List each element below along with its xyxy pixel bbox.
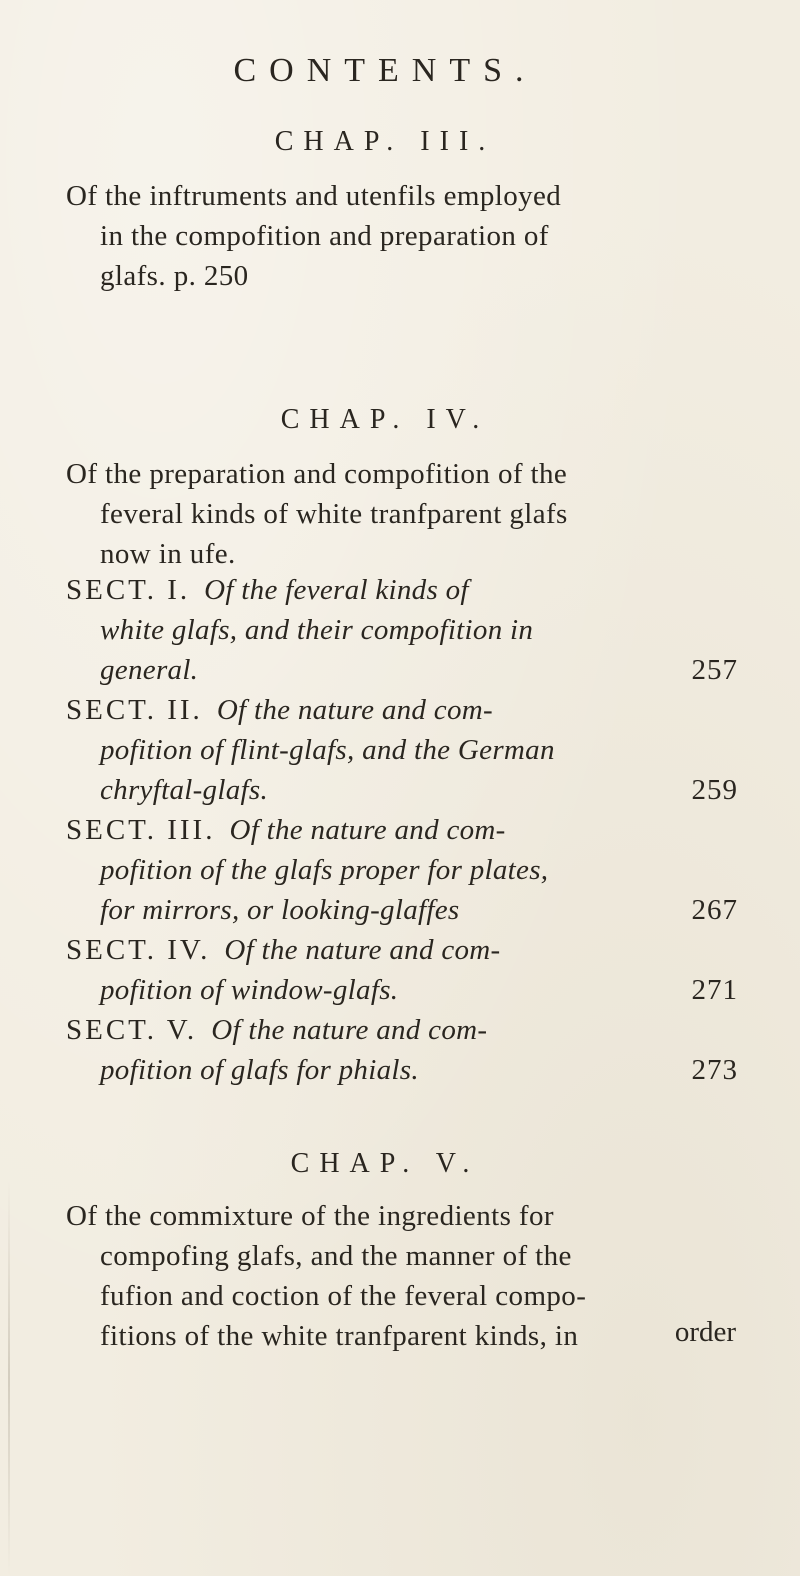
section-3-page: 267 [691, 894, 738, 926]
section-2-label: SECT. II. [66, 694, 203, 726]
section-3-title-line-3: for mirrors, or looking-glaffes [100, 894, 460, 926]
chapter-3-page: p. 250 [173, 260, 249, 292]
chapter-4-heading: CHAP. IV. [280, 404, 490, 435]
section-2-page: 259 [691, 774, 738, 806]
section-1-page: 257 [691, 654, 738, 686]
chapter-3-line-2: in the compofition and preparation of [100, 220, 549, 252]
chapter-4-description [66, 454, 736, 574]
chapter-3-heading: CHAP. III. [274, 126, 496, 157]
section-1-label: SECT. I. [66, 574, 191, 606]
running-head: CONTENTS. [233, 52, 537, 89]
section-5-label: SECT. V. [66, 1014, 198, 1046]
section-3-entry [66, 810, 738, 930]
section-5-page: 273 [691, 1054, 738, 1086]
chapter-4-line-1: Of the preparation and compofition of the [66, 458, 568, 490]
chapter-4-sections [66, 570, 738, 1090]
section-1-title-line-1: Of the feveral kinds of [204, 574, 469, 606]
section-3-label: SECT. III. [66, 814, 216, 846]
section-4-title-line-1: Of the nature and com- [224, 934, 501, 966]
chapter-3-line-3-text: glafs. [100, 260, 167, 292]
section-1-entry [66, 570, 738, 690]
section-5-title-line-1: Of the nature and com- [211, 1014, 488, 1046]
chapter-4-line-3: now in ufe. [100, 538, 236, 570]
chapter-5-line-4: fitions of the white tranfparent kinds, in [100, 1320, 579, 1352]
section-2-entry [66, 690, 738, 810]
section-3-title-line-2: pofition of the glafs proper for plates, [100, 854, 549, 886]
section-4-title-line-2: pofition of window-glafs. [100, 974, 399, 1006]
chapter-5-line-2: compofing glafs, and the manner of the [100, 1240, 572, 1272]
section-2-title-line-1: Of the nature and com- [216, 694, 493, 726]
chapter-3-line-3 [66, 256, 736, 296]
section-2-title-line-3: chryftal-glafs. [100, 774, 269, 806]
section-3-title-line-1: Of the nature and com- [229, 814, 506, 846]
catchword: order [674, 1316, 736, 1348]
chapter-3-line-1: Of the inftruments and utenfils employed [66, 180, 562, 212]
chapter-5-heading: CHAP. V. [290, 1148, 480, 1179]
chapter-5-line-3: fufion and coction of the feveral compo- [100, 1280, 587, 1312]
section-4-label: SECT. IV. [66, 934, 211, 966]
section-1-title-line-3: general. [100, 654, 199, 686]
section-2-title-line-2: pofition of flint-glafs, and the German [100, 734, 555, 766]
chapter-5-description [66, 1196, 736, 1356]
section-5-title-line-2: pofition of glafs for phials. [100, 1054, 419, 1086]
section-5-entry [66, 1010, 738, 1090]
section-4-page: 271 [691, 974, 738, 1006]
page-fold-shadow [8, 1180, 10, 1576]
section-4-entry [66, 930, 738, 1010]
section-1-title-line-2: white glafs, and their compofition in [100, 614, 534, 646]
chapter-4-line-2: feveral kinds of white tranfparent glafs [100, 498, 568, 530]
chapter-5-line-1: Of the commixture of the ingredients for [66, 1200, 554, 1232]
chapter-3-description [66, 176, 736, 296]
